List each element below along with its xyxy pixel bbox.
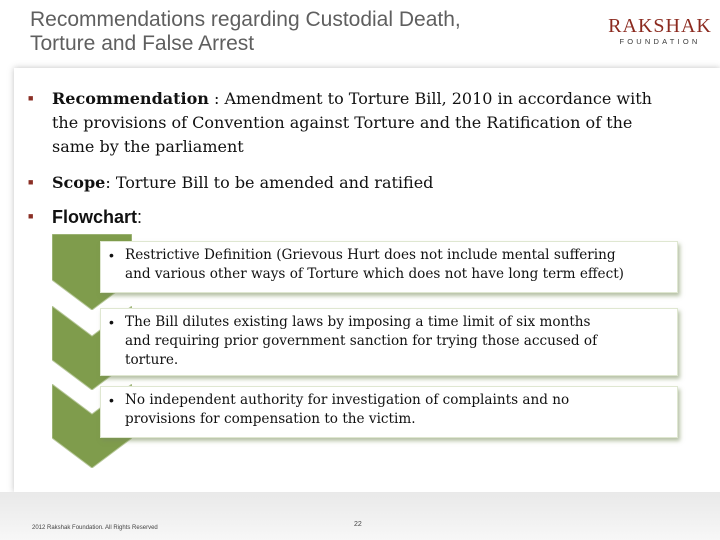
flowchart-item-text	[125, 246, 624, 284]
rakshak-foundation-logo	[608, 16, 712, 48]
bullet-dot-icon: •	[109, 314, 114, 330]
recommendation-line-1: : Amendment to Torture Bill, 2010 in accordance with	[208, 89, 652, 108]
slide-title	[30, 8, 590, 56]
square-bullet-icon: ■	[28, 211, 34, 221]
footer-bar	[0, 492, 720, 540]
bullet-flowchart	[28, 205, 142, 229]
flowchart-item-1-line-2: and various other ways of Torture which does not have long term effect)	[125, 266, 624, 282]
flowchart-colon: :	[137, 207, 143, 227]
flowchart-card-2	[100, 308, 678, 376]
logo-subtitle: FOUNDATION	[619, 37, 701, 46]
scope-label: Scope	[52, 173, 106, 192]
scope-description: : Torture Bill to be amended and ratified	[105, 173, 434, 192]
bullet-recommendation	[28, 87, 652, 159]
flowchart-card-1	[100, 241, 678, 293]
square-bullet-icon: ■	[28, 93, 34, 103]
flowchart-item-2-line-1: The Bill dilutes existing laws by imposing a time limit of six months	[125, 314, 591, 330]
bullet-dot-icon: •	[109, 247, 114, 263]
flowchart-item-2-line-3: torture.	[125, 352, 179, 368]
copyright-notice: 2012 Rakshak Foundation. All Rights Reserved	[32, 525, 158, 531]
logo-wordmark: RAKSHAK	[608, 15, 712, 37]
flowchart-item-2-line-2: and requiring prior government sanction for trying those accused of	[125, 333, 598, 349]
flowchart-item-text	[125, 391, 569, 429]
bullet-scope	[28, 171, 433, 195]
flowchart-item-3-line-2: provisions for compensation to the victim.	[125, 411, 416, 427]
flowchart-item-text	[125, 313, 597, 370]
slide-title-line-2: Torture and False Arrest	[30, 32, 255, 55]
flowchart-card-3	[100, 386, 678, 438]
page-number: 22	[354, 521, 362, 528]
recommendation-text	[52, 87, 652, 159]
slide-title-line-1: Recommendations regarding Custodial Death,	[30, 8, 461, 31]
flowchart-item	[109, 313, 669, 370]
flowchart-item-1-line-1: Restrictive Definition (Grievous Hurt does not include mental suffering	[125, 247, 616, 263]
flowchart-item-3-line-1: No independent authority for investigation of complaints and no	[125, 392, 570, 408]
recommendation-line-3: same by the parliament	[52, 137, 244, 156]
square-bullet-icon: ■	[28, 177, 34, 187]
flowchart-item	[109, 246, 669, 284]
flowchart-heading	[52, 205, 142, 229]
flowchart-item	[109, 391, 669, 429]
recommendation-label: Recommendation	[52, 89, 209, 108]
flowchart-label: Flowchart	[52, 207, 138, 227]
recommendation-line-2: the provisions of Convention against Torture and the Ratification of the	[52, 113, 633, 132]
scope-text	[52, 171, 433, 195]
bullet-dot-icon: •	[109, 392, 114, 408]
